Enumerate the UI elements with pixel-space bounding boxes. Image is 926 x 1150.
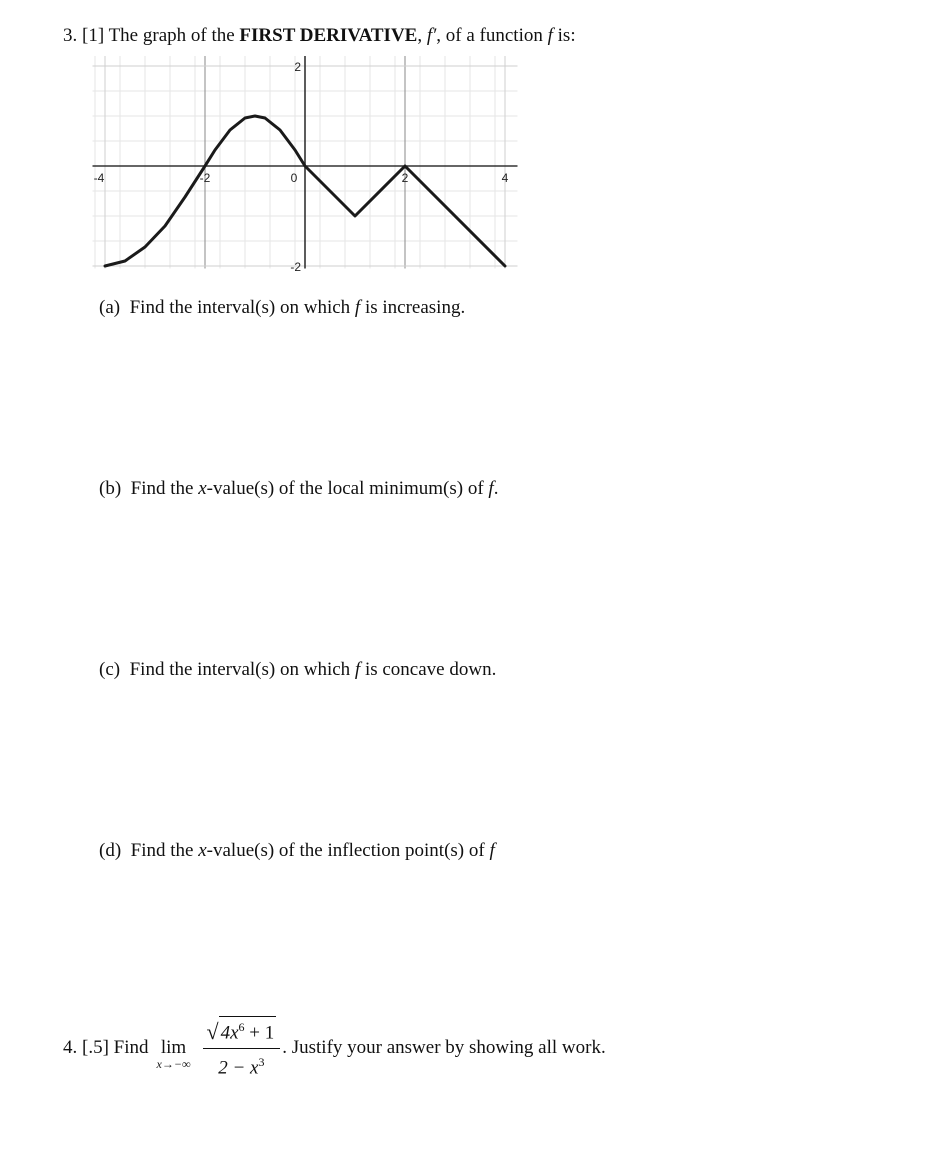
question-3-header: 3. [1] The graph of the FIRST DERIVATIVE, f′, of a function f is: (63, 25, 576, 46)
part-c: (c) Find the interval(s) on which f is concave down. (99, 659, 497, 680)
x-tick-label: -2 (199, 171, 211, 185)
part-d: (d) Find the x-value(s) of the inflection point(s) of f (99, 840, 495, 861)
x-tick-label: -4 (93, 171, 105, 185)
question-4: 4. [.5] Find lim x→−∞ √ $4x^6 + 1$ $2 - x^3$ . Justify your answer by showing all work. (63, 1016, 606, 1080)
part-label: (a) (99, 297, 121, 318)
x-tick-label: 4 (501, 171, 509, 185)
question-4-tail: Justify your answer by showing all work. (291, 1036, 606, 1058)
question-points: [1] (82, 25, 105, 46)
question-number: 4. (63, 1036, 78, 1058)
x-tick-label: 0 (290, 171, 298, 185)
f-symbol: f (547, 25, 553, 46)
limit-fraction (203, 1016, 281, 1080)
graph-tick-labels (94, 60, 509, 274)
fprime-symbol: f′ (426, 25, 437, 46)
question-number: 3. (63, 25, 78, 46)
emphasis-text: FIRST DERIVATIVE (239, 25, 418, 46)
x-tick-label: 2 (401, 171, 409, 185)
question-text-end: is: (557, 25, 576, 46)
fraction-numerator: √ $4x^6 + 1$ (203, 1016, 281, 1049)
y-tick-label: -2 (290, 260, 301, 274)
part-label: (c) (99, 659, 121, 680)
limit-operator: lim x→−∞ (156, 1036, 191, 1071)
question-text: The graph of the (108, 25, 235, 46)
y-tick-label: 2 (294, 60, 301, 74)
part-b: (b) Find the x-value(s) of the local minimum(s) of f. (99, 478, 499, 499)
part-a: (a) Find the interval(s) on which f is increasing. (99, 297, 466, 318)
fraction-denominator: $2 - x^3$ (218, 1055, 265, 1079)
question-points: [.5] (82, 1036, 109, 1058)
derivative-graph (88, 48, 528, 280)
part-label: (d) (99, 840, 122, 861)
part-label: (b) (99, 478, 122, 499)
question-text-middle: , of a function (436, 25, 543, 46)
